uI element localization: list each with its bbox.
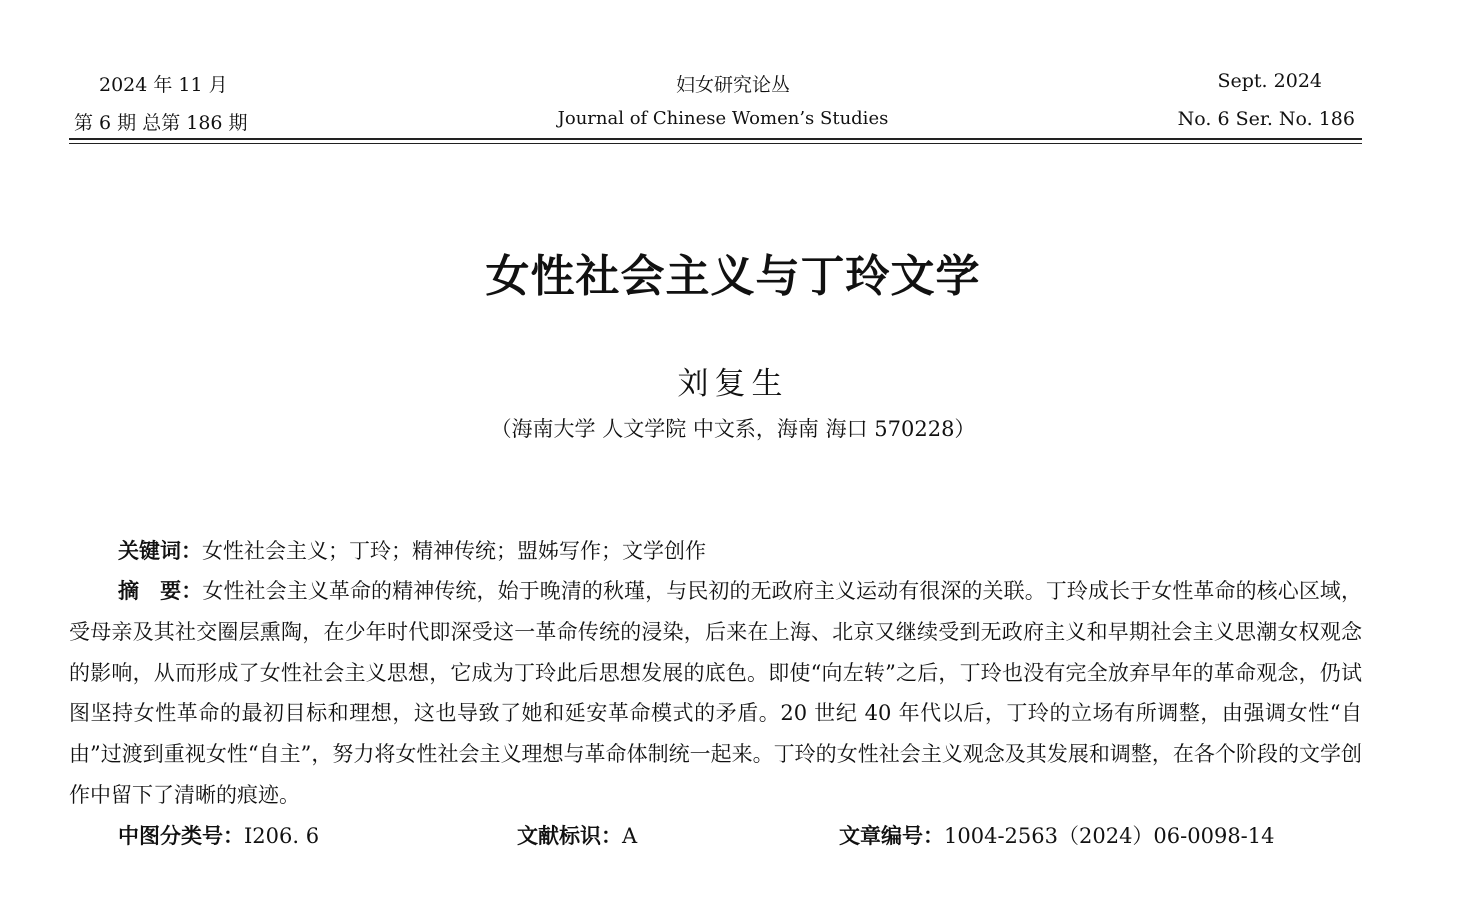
header-journal-en: Journal of Chinese Women’s Studies (557, 108, 889, 129)
doc-label: 文献标识： (517, 824, 622, 848)
header-rule-thin (69, 143, 1362, 144)
header-rule-thick (69, 138, 1362, 140)
author-affiliation: （海南大学 人文学院 中文系，海南 海口 570228） (490, 417, 976, 441)
abstract-text: 女性社会主义革命的精神传统，始于晚清的秋瑾，与民初的无政府主义运动有很深的关联。丁玲成长于女性革命的核心区域，受母亲及其社交圈层熏陶，在少年时代即深受这一革命传统的浸染，后来在上海、北京又继续受到无政府主义和早期社会主义思潮女权观念的影响，从而形成了女性社会主义思想，它成为丁玲此后思想发展的底色。即使“向左转”之后，丁玲也没有完全放弃早年的革命观念，仍试图坚持女性革命的最初目标和理想，这也导致了她和延安革命模式的矛盾。20 世纪 40 年代以后，丁玲的立场有所调整，由强调女性“自由”过渡到重视女性“自主”，努力将女性社会主义理想与革命体制统一起来。丁玲的女性社会主义观念及其发展和调整，在各个阶段的文学创作中留下了清晰的痕迹。 (69, 579, 1363, 807)
clc-value: I206. 6 (244, 824, 320, 848)
keywords (118, 535, 706, 565)
article-author: 刘复生 (677, 366, 789, 402)
header-issue-en: No. 6 Ser. No. 186 (1177, 108, 1355, 130)
header-issue-cn: 第 6 期 总第 186 期 (74, 112, 248, 134)
article-number-label: 文章编号： (839, 824, 944, 848)
clc-label: 中图分类号： (118, 824, 244, 848)
article-number (839, 820, 1275, 850)
header-date-en: Sept. 2024 (1217, 70, 1322, 92)
clc-number (118, 820, 319, 850)
article-number-value: 1004-2563（2024）06-0098-14 (944, 824, 1275, 848)
abstract (69, 571, 1362, 816)
keywords-label: 关键词： (118, 539, 202, 563)
abstract-label: 摘 要： (118, 579, 203, 603)
header-date-cn: 2024 年 11 月 (99, 74, 228, 96)
document-code (517, 820, 637, 850)
article-title: 女性社会主义与丁玲文学 (485, 251, 981, 302)
keywords-text: 女性社会主义；丁玲；精神传统；盟姊写作；文学创作 (202, 539, 706, 563)
header-journal-cn: 妇女研究论丛 (675, 74, 790, 96)
doc-value: A (622, 824, 638, 848)
